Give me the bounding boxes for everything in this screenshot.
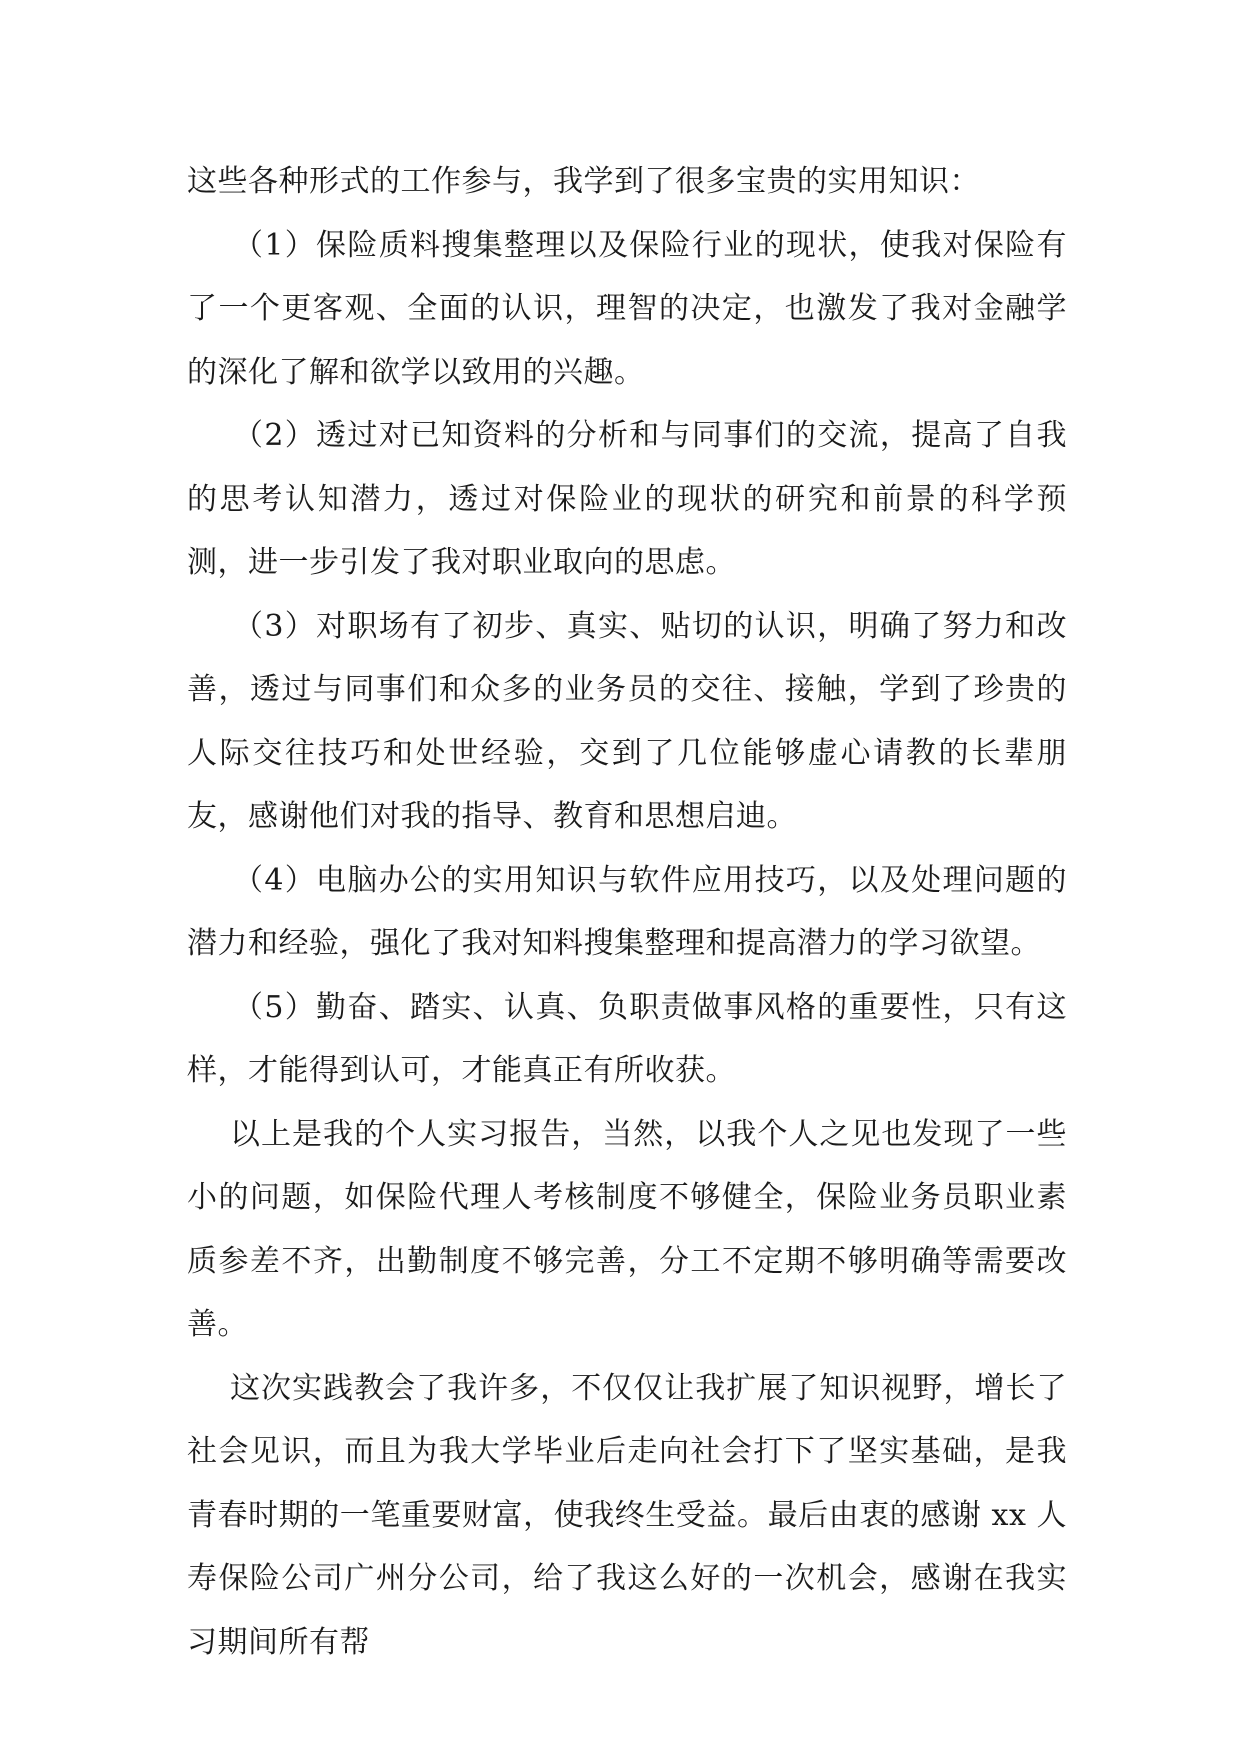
- list-item-2: （2）透过对已知资料的分析和与同事们的交流，提高了自我的思考认知潜力，透过对保险业的现状的研究和前景的科学预测，进一步引发了我对职业取向的思虑。: [187, 418, 1067, 580]
- closing-paragraph: 这次实践教会了我许多，不仅仅让我扩展了知识视野，增长了社会见识，而且为我大学毕业后走向社会打下了坚实基础，是我青春时期的一笔重要财富，使我终生受益。最后由衷的感谢 xx 人寿保险公司广州分公司，给了我这么好的一次机会，感谢在我实习期间所有帮: [187, 1370, 1067, 1660]
- intro-paragraph: 这些各种形式的工作参与，我学到了很多宝贵的实用知识：: [187, 164, 980, 199]
- list-item-3: （3）对职场有了初步、真实、贴切的认识，明确了努力和改善，透过与同事们和众多的业务员的交往、接触，学到了珍贵的人际交往技巧和处世经验，交到了几位能够虚心请教的长辈朋友，感谢他们对我的指导、教育和思想启迪。: [187, 608, 1067, 834]
- list-item-4: （4）电脑办公的实用知识与软件应用技巧，以及处理问题的潜力和经验，强化了我对知料搜集整理和提高潜力的学习欲望。: [187, 862, 1067, 961]
- list-item-1: （1）保险质料搜集整理以及保险行业的现状，使我对保险有了一个更客观、全面的认识，理智的决定，也激发了我对金融学的深化了解和欲学以致用的兴趣。: [187, 227, 1067, 390]
- list-item-5: （5）勤奋、踏实、认真、负职责做事风格的重要性，只有这样，才能得到认可，才能真正有所收获。: [187, 989, 1067, 1088]
- document-body: [187, 150, 1067, 1674]
- summary-paragraph: 以上是我的个人实习报告，当然，以我个人之见也发现了一些小的问题，如保险代理人考核制度不够健全，保险业务员职业素质参差不齐，出勤制度不够完善，分工不定期不够明确等需要改善。: [187, 1116, 1067, 1342]
